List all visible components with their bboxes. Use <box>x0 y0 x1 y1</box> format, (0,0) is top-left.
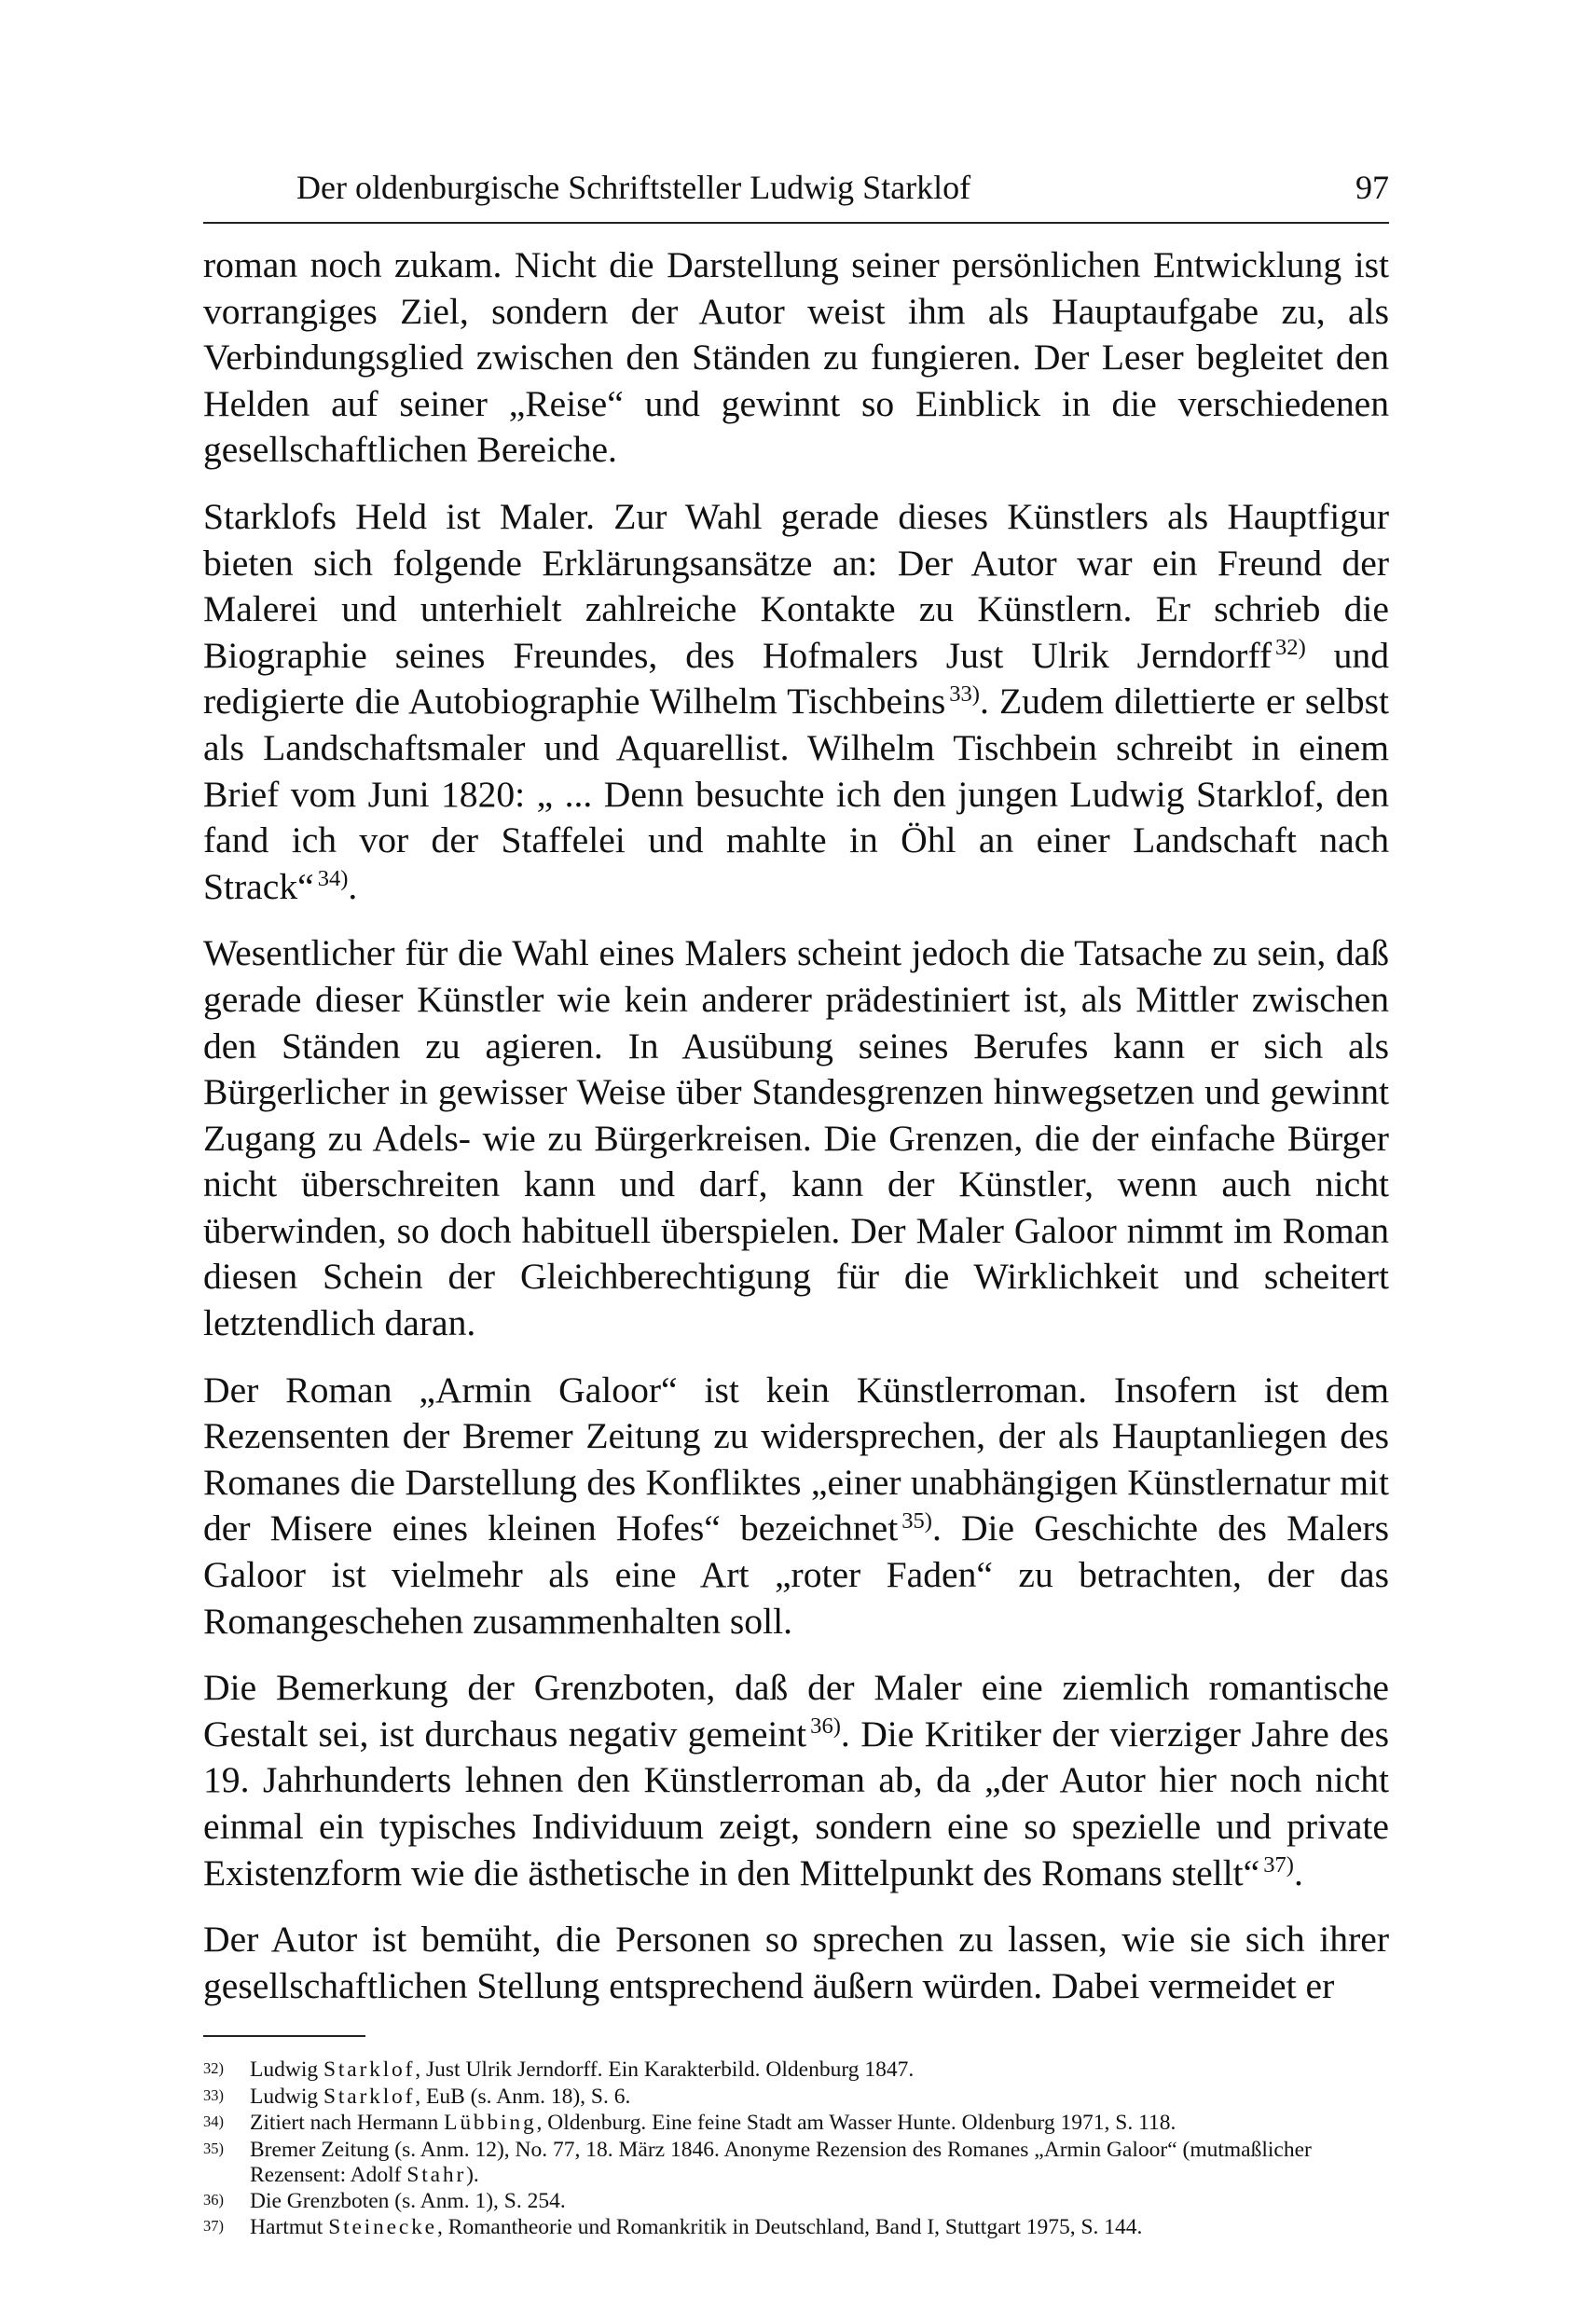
footnote-text <box>250 2189 1389 2215</box>
footnote-text-a: Hartmut <box>250 2215 329 2240</box>
footnote-text <box>250 2215 1389 2241</box>
footnote-text-b: , Oldenburg. Eine feine Stadt am Wasser Hunte. Oldenburg 1971, S. 118. <box>536 2111 1176 2136</box>
paragraph-2 <box>203 494 1389 910</box>
footnote-number: 32) <box>203 2059 224 2078</box>
footnote-number: 35) <box>203 2139 224 2157</box>
footnote-35 <box>203 2138 1389 2189</box>
footnote-text-b: , EuB (s. Anm. 18), S. 6. <box>415 2084 631 2109</box>
footnote-33 <box>203 2085 1389 2112</box>
paragraph-5 <box>203 1665 1389 1896</box>
body-text <box>203 242 1389 2009</box>
footnote-ref-37[interactable]: 37) <box>1263 1852 1294 1878</box>
footnote-text-a: Ludwig <box>250 2084 323 2109</box>
paragraph-3: Wesentlicher für die Wahl eines Malers scheint jedoch die Tatsache zu sein, daß gerade dieser Künstler wie kein anderer prädestiniert ist, als Mittler zwischen den Ständen zu agieren. In Ausübung seines Berufes kann er sich als Bürgerlicher in gewisser Weise über Standesgrenzen hinwegsetzen und gewinnt Zugang zu Adels- wie zu Bürgerkreisen. Die Grenzen, die der einfache Bürger nicht überschreiten kann und darf, kann der Künstler, wenn auch nicht überwinden, so doch habituell überspielen. Der Maler Galoor nimmt im Roman diesen Schein der Gleichberechtigung für die Wirklichkeit und scheitert letztendlich daran. <box>203 932 1389 1344</box>
running-head <box>203 166 1389 224</box>
paragraph-5-text-a: Die Bemerkung der Grenzboten, daß der Maler eine ziemlich romantische Gestalt sei, ist durchaus negativ gemeint <box>203 1667 1389 1755</box>
footnote-text-a: Ludwig <box>250 2057 323 2083</box>
footnote-number: 36) <box>203 2190 224 2209</box>
footnote-text-a: Zitiert nach Hermann <box>250 2111 445 2136</box>
paragraph-2-text-d: . <box>348 865 358 907</box>
footnote-text-b: ). <box>466 2163 479 2188</box>
footnote-number: 34) <box>203 2112 224 2131</box>
footnote-text-b: , Just Ulrik Jerndorff. Ein Karakterbild. Oldenburg 1847. <box>415 2057 915 2083</box>
footnote-text-b: , Romantheorie und Romankritik in Deutschland, Band I, Stuttgart 1975, S. 144. <box>436 2215 1143 2240</box>
footnote-author: Steinecke <box>328 2215 437 2240</box>
footnote-ref-35[interactable]: 35) <box>901 1507 932 1534</box>
footnote-text-a: Die Grenzboten (s. Anm. 1), S. 254. <box>250 2188 566 2213</box>
footnote-text <box>250 2085 1389 2111</box>
footnote-text-a: Bremer Zeitung (s. Anm. 12), No. 77, 18. März 1846. Anonyme Rezension des Romanes „Armin Galoor“ (mutmaßlicher Rezensent: Adolf <box>250 2137 1312 2188</box>
paragraph-5-text-b: . Die Kritiker der vierziger Jahre des 19. Jahrhunderts lehnen den Künstlerroman ab, da „der Autor hier noch nicht einmal ein typisches Individuum zeigt, sondern eine so spezielle und private Existenzform wie die ästhetische in den Mittelpunkt des Romans stellt“ <box>203 1713 1390 1893</box>
paragraph-4-text-b: . Die Geschichte des Malers Galoor ist vielmehr als eine Art „roter Faden“ zu betrachten, der das Romangeschehen zusammenhalten soll. <box>203 1507 1389 1642</box>
footnote-ref-34[interactable]: 34) <box>317 866 349 892</box>
paragraph-1: roman noch zukam. Nicht die Darstellung seiner persönlichen Entwicklung ist vorrangiges Ziel, sondern der Autor weist ihm als Hauptaufgabe zu, als Verbindungsglied zwischen den Ständen zu fungieren. Der Leser begleitet den Helden auf seiner „Reise“ und gewinnt so Einblick in die verschiedenen gesellschaftlichen Bereiche. <box>203 244 1389 471</box>
footnote-ref-36[interactable]: 36) <box>810 1713 841 1740</box>
footnote-36 <box>203 2189 1389 2216</box>
footnote-34 <box>203 2111 1389 2138</box>
page <box>203 166 1389 2242</box>
footnote-text <box>250 2111 1389 2137</box>
footnote-author: Stahr <box>406 2163 467 2188</box>
paragraph-2-text-c: . Zudem dilettierte er selbst als Landschaftsmaler und Aquarellist. Wilhelm Tischbein schreibt in einem Brief vom Juni 1820: „ ... Denn besuchte ich den jungen Ludwig Starklof, den fand ich vor der Staffelei und mahlte in Öhl an einer Landschaft nach Strack“ <box>203 681 1389 907</box>
footnote-number: 37) <box>203 2217 224 2236</box>
footnote-ref-32[interactable]: 32) <box>1275 635 1306 661</box>
footnote-author: Starklof <box>323 2084 416 2109</box>
footnote-ref-33[interactable]: 33) <box>949 681 980 707</box>
footnote-author: Starklof <box>323 2057 416 2083</box>
footnote-number: 33) <box>203 2085 224 2104</box>
running-title: Der oldenburgische Schriftsteller Ludwig Starklof <box>296 169 971 206</box>
footnotes <box>203 2057 1389 2242</box>
paragraph-2-text-a: Starklofs Held ist Maler. Zur Wahl gerade dieses Künstlers als Hauptfigur bieten sich folgende Erklärungsansätze an: Der Autor war ein Freund der Malerei und unterhielt zahlreiche Kontakte zu Künstlern. Er schrieb die Biographie seines Freundes, des Hofmalers Just Ulrik Jerndorff <box>203 495 1389 676</box>
footnote-37 <box>203 2215 1389 2242</box>
footnote-text <box>250 2057 1389 2084</box>
paragraph-5-text-c: . <box>1293 1851 1303 1893</box>
footnote-divider <box>203 2035 365 2037</box>
paragraph-4-text-a: Der Roman „Armin Galoor“ ist kein Künstlerroman. Insofern ist dem Rezensenten der Bremer Zeitung zu widersprechen, der als Hauptanliegen des Romanes die Darstellung des Konfliktes „einer unabhängigen Künstlernatur mit der Misere eines kleinen Hofes“ bezeichnet <box>203 1369 1389 1549</box>
footnote-author: Lübbing <box>444 2111 537 2136</box>
footnote-text <box>250 2138 1389 2189</box>
page-number: 97 <box>1355 169 1389 206</box>
footnote-32 <box>203 2057 1389 2085</box>
paragraph-4 <box>203 1368 1389 1645</box>
paragraph-6: Der Autor ist bemüht, die Personen so sprechen zu lassen, wie sie sich ihrer gesellschaftlichen Stellung entsprechend äußern würden. Dabei vermeidet er <box>203 1919 1389 2006</box>
paragraph-2-text-b: und redigierte die Autobiographie Wilhelm Tischbeins <box>203 634 1389 722</box>
